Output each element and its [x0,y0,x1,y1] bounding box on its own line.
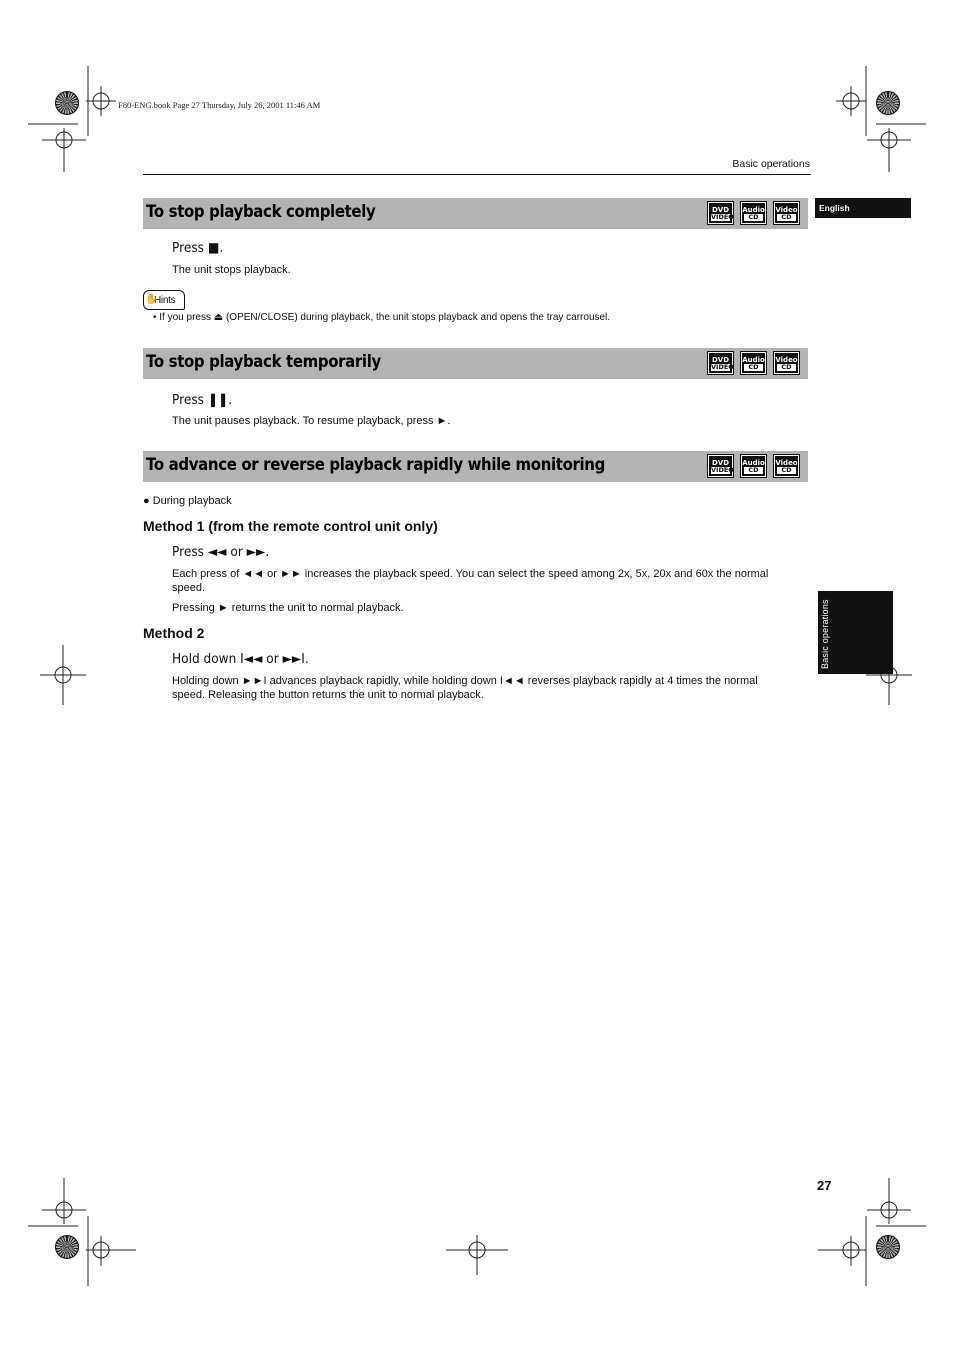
instruction: Press ◄◄ or ►►. [172,544,270,560]
section-heading-stop-complete [143,198,808,229]
color-target-icon [55,91,79,115]
page-number: 27 [817,1178,832,1193]
disc-badges [708,352,799,374]
hand-icon: ✋ [145,294,158,305]
dvd-video-badge-icon: DVD VIDEO [708,202,733,224]
chapter-tab [818,591,893,674]
section-title: To advance or reverse playback rapidly while monitoring [146,455,605,475]
header-rule [143,174,811,175]
print-info: F80-ENG.book Page 27 Thursday, July 26, 2001 11:46 AM [118,100,321,110]
video-cd-badge-icon: Video CD [774,202,799,224]
method-1-heading: Method 1 (from the remote control unit only) [143,518,438,534]
instruction: Hold down I◄◄ or ►►I. [172,651,309,667]
dvd-video-badge-icon: DVD VIDEO [708,352,733,374]
dvd-video-badge-icon: DVD VIDEO [708,455,733,477]
body-text: Each press of ◄◄ or ►► increases the playback speed. You can select the speed among 2x, 5x, 20x and 60x the normal speed. [172,568,769,594]
method-2-heading: Method 2 [143,625,205,641]
chapter-tab-label: Basic operations [820,599,830,669]
section-title: To stop playback temporarily [146,352,381,372]
instruction: Press ■. [172,240,224,256]
body-text: Holding down ►►I advances playback rapidly, while holding down I◄◄ reverses playback rapidly at 4 times the normal speed. Releasing the button returns the unit to normal playback. [172,675,758,701]
section-title: To stop playback completely [146,202,376,222]
color-target-icon [55,1235,79,1259]
color-target-icon [876,1235,900,1259]
video-cd-badge-icon: Video CD [774,352,799,374]
audio-cd-badge-icon: Audio CD [741,352,766,374]
condition-text: ● During playback [143,495,232,507]
disc-badges [708,202,799,224]
body-text: The unit stops playback. [172,264,291,276]
running-head: Basic operations [732,158,810,170]
audio-cd-badge-icon: Audio CD [741,455,766,477]
audio-cd-badge-icon: Audio CD [741,202,766,224]
language-tab: English [815,198,911,218]
disc-badges [708,455,799,477]
instruction: Press ❚❚. [172,392,233,408]
section-heading-stop-temporary [143,348,808,379]
color-target-icon [876,91,900,115]
body-text: Pressing ► returns the unit to normal playback. [172,602,404,614]
video-cd-badge-icon: Video CD [774,455,799,477]
body-text: The unit pauses playback. To resume playback, press ►. [172,415,451,427]
hints-label: ✋ Hints [143,290,185,310]
section-heading-advance-reverse [143,451,808,482]
hint-text: • If you press ⏏ (OPEN/CLOSE) during playback, the unit stops playback and opens the tray carrousel. [153,312,611,323]
